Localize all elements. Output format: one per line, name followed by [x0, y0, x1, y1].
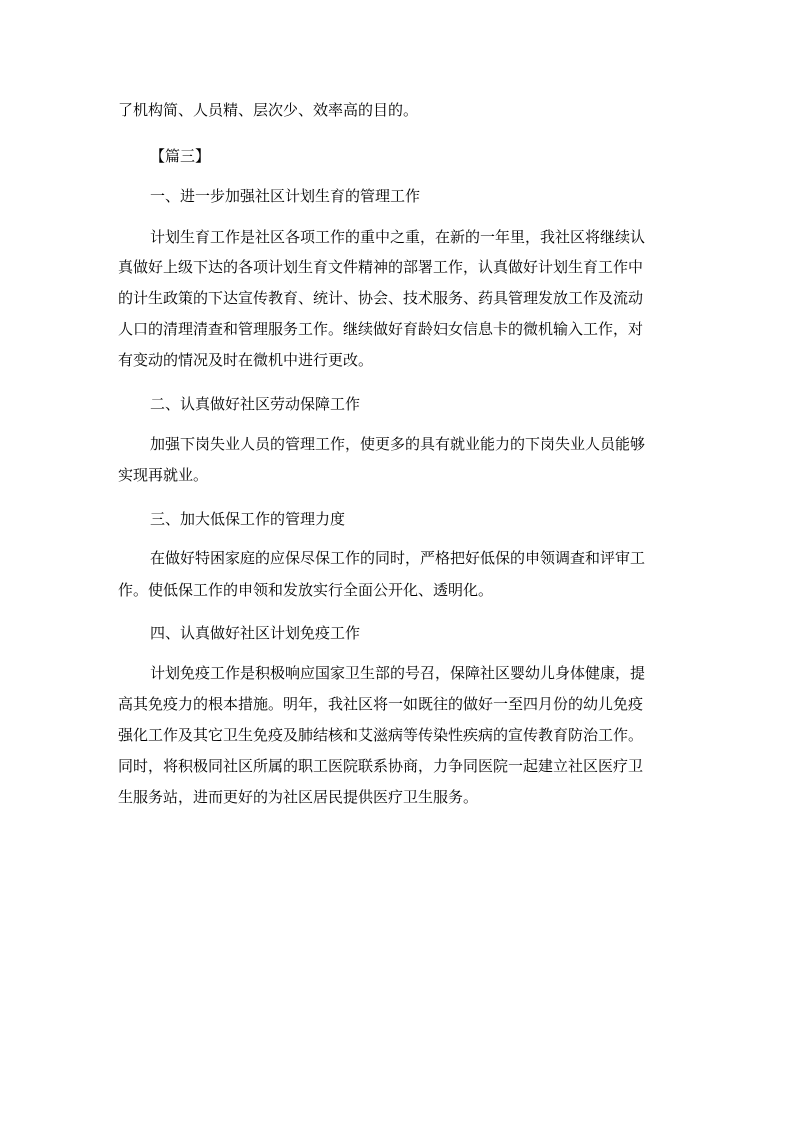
paragraph-family-planning-line-3: 的计生政策的下达宣传教育、统计、协会、技术服务、药具管理发放工作及流动 [118, 289, 644, 307]
paragraph-labor-line-2: 实现再就业。 [118, 466, 209, 484]
text-line-continuation: 了机构简、人员精、层次少、效率高的目的。 [118, 101, 419, 119]
paragraph-family-planning-line-1: 计划生育工作是社区各项工作的重中之重，在新的一年里，我社区将继续认 [150, 228, 646, 246]
paragraph-immunization-line-5: 生服务站，进而更好的为社区居民提供医疗卫生服务。 [118, 788, 479, 806]
paragraph-immunization-line-3: 强化工作及其它卫生免疫及肺结核和艾滋病等传染性疾病的宣传教育防治工作。 [118, 726, 644, 744]
paragraph-immunization-line-2: 高其免疫力的根本措施。明年，我社区将一如既往的做好一至四月份的幼儿免疫 [118, 695, 644, 713]
paragraph-immunization-line-4: 同时，将积极同社区所属的职工医院联系协商，力争同医院一起建立社区医疗卫 [118, 757, 644, 775]
paragraph-family-planning-line-2: 真做好上级下达的各项计划生育文件精神的部署工作，认真做好计划生育工作中 [118, 258, 644, 276]
heading-immunization: 四、认真做好社区计划免疫工作 [150, 624, 361, 642]
heading-subsistence-allowance: 三、加大低保工作的管理力度 [150, 510, 346, 528]
section-heading-part-three: 【篇三】 [150, 147, 211, 165]
heading-family-planning: 一、进一步加强社区计划生育的管理工作 [150, 187, 421, 205]
paragraph-labor-line-1: 加强下岗失业人员的管理工作，使更多的具有就业能力的下岗失业人员能够 [150, 435, 646, 453]
paragraph-immunization-line-1: 计划免疫工作是积极响应国家卫生部的号召，保障社区婴幼儿身体健康，提 [150, 664, 646, 682]
heading-labor-security: 二、认真做好社区劳动保障工作 [150, 395, 361, 413]
paragraph-allowance-line-1: 在做好特困家庭的应保尽保工作的同时，严格把好低保的申领调查和评审工 [150, 549, 646, 567]
paragraph-family-planning-line-5: 有变动的情况及时在微机中进行更改。 [118, 351, 374, 369]
paragraph-family-planning-line-4: 人口的清理清查和管理服务工作。继续做好育龄妇女信息卡的微机输入工作，对 [118, 320, 644, 338]
paragraph-allowance-line-2: 作。使低保工作的申领和发放实行全面公开化、透明化。 [118, 581, 494, 599]
